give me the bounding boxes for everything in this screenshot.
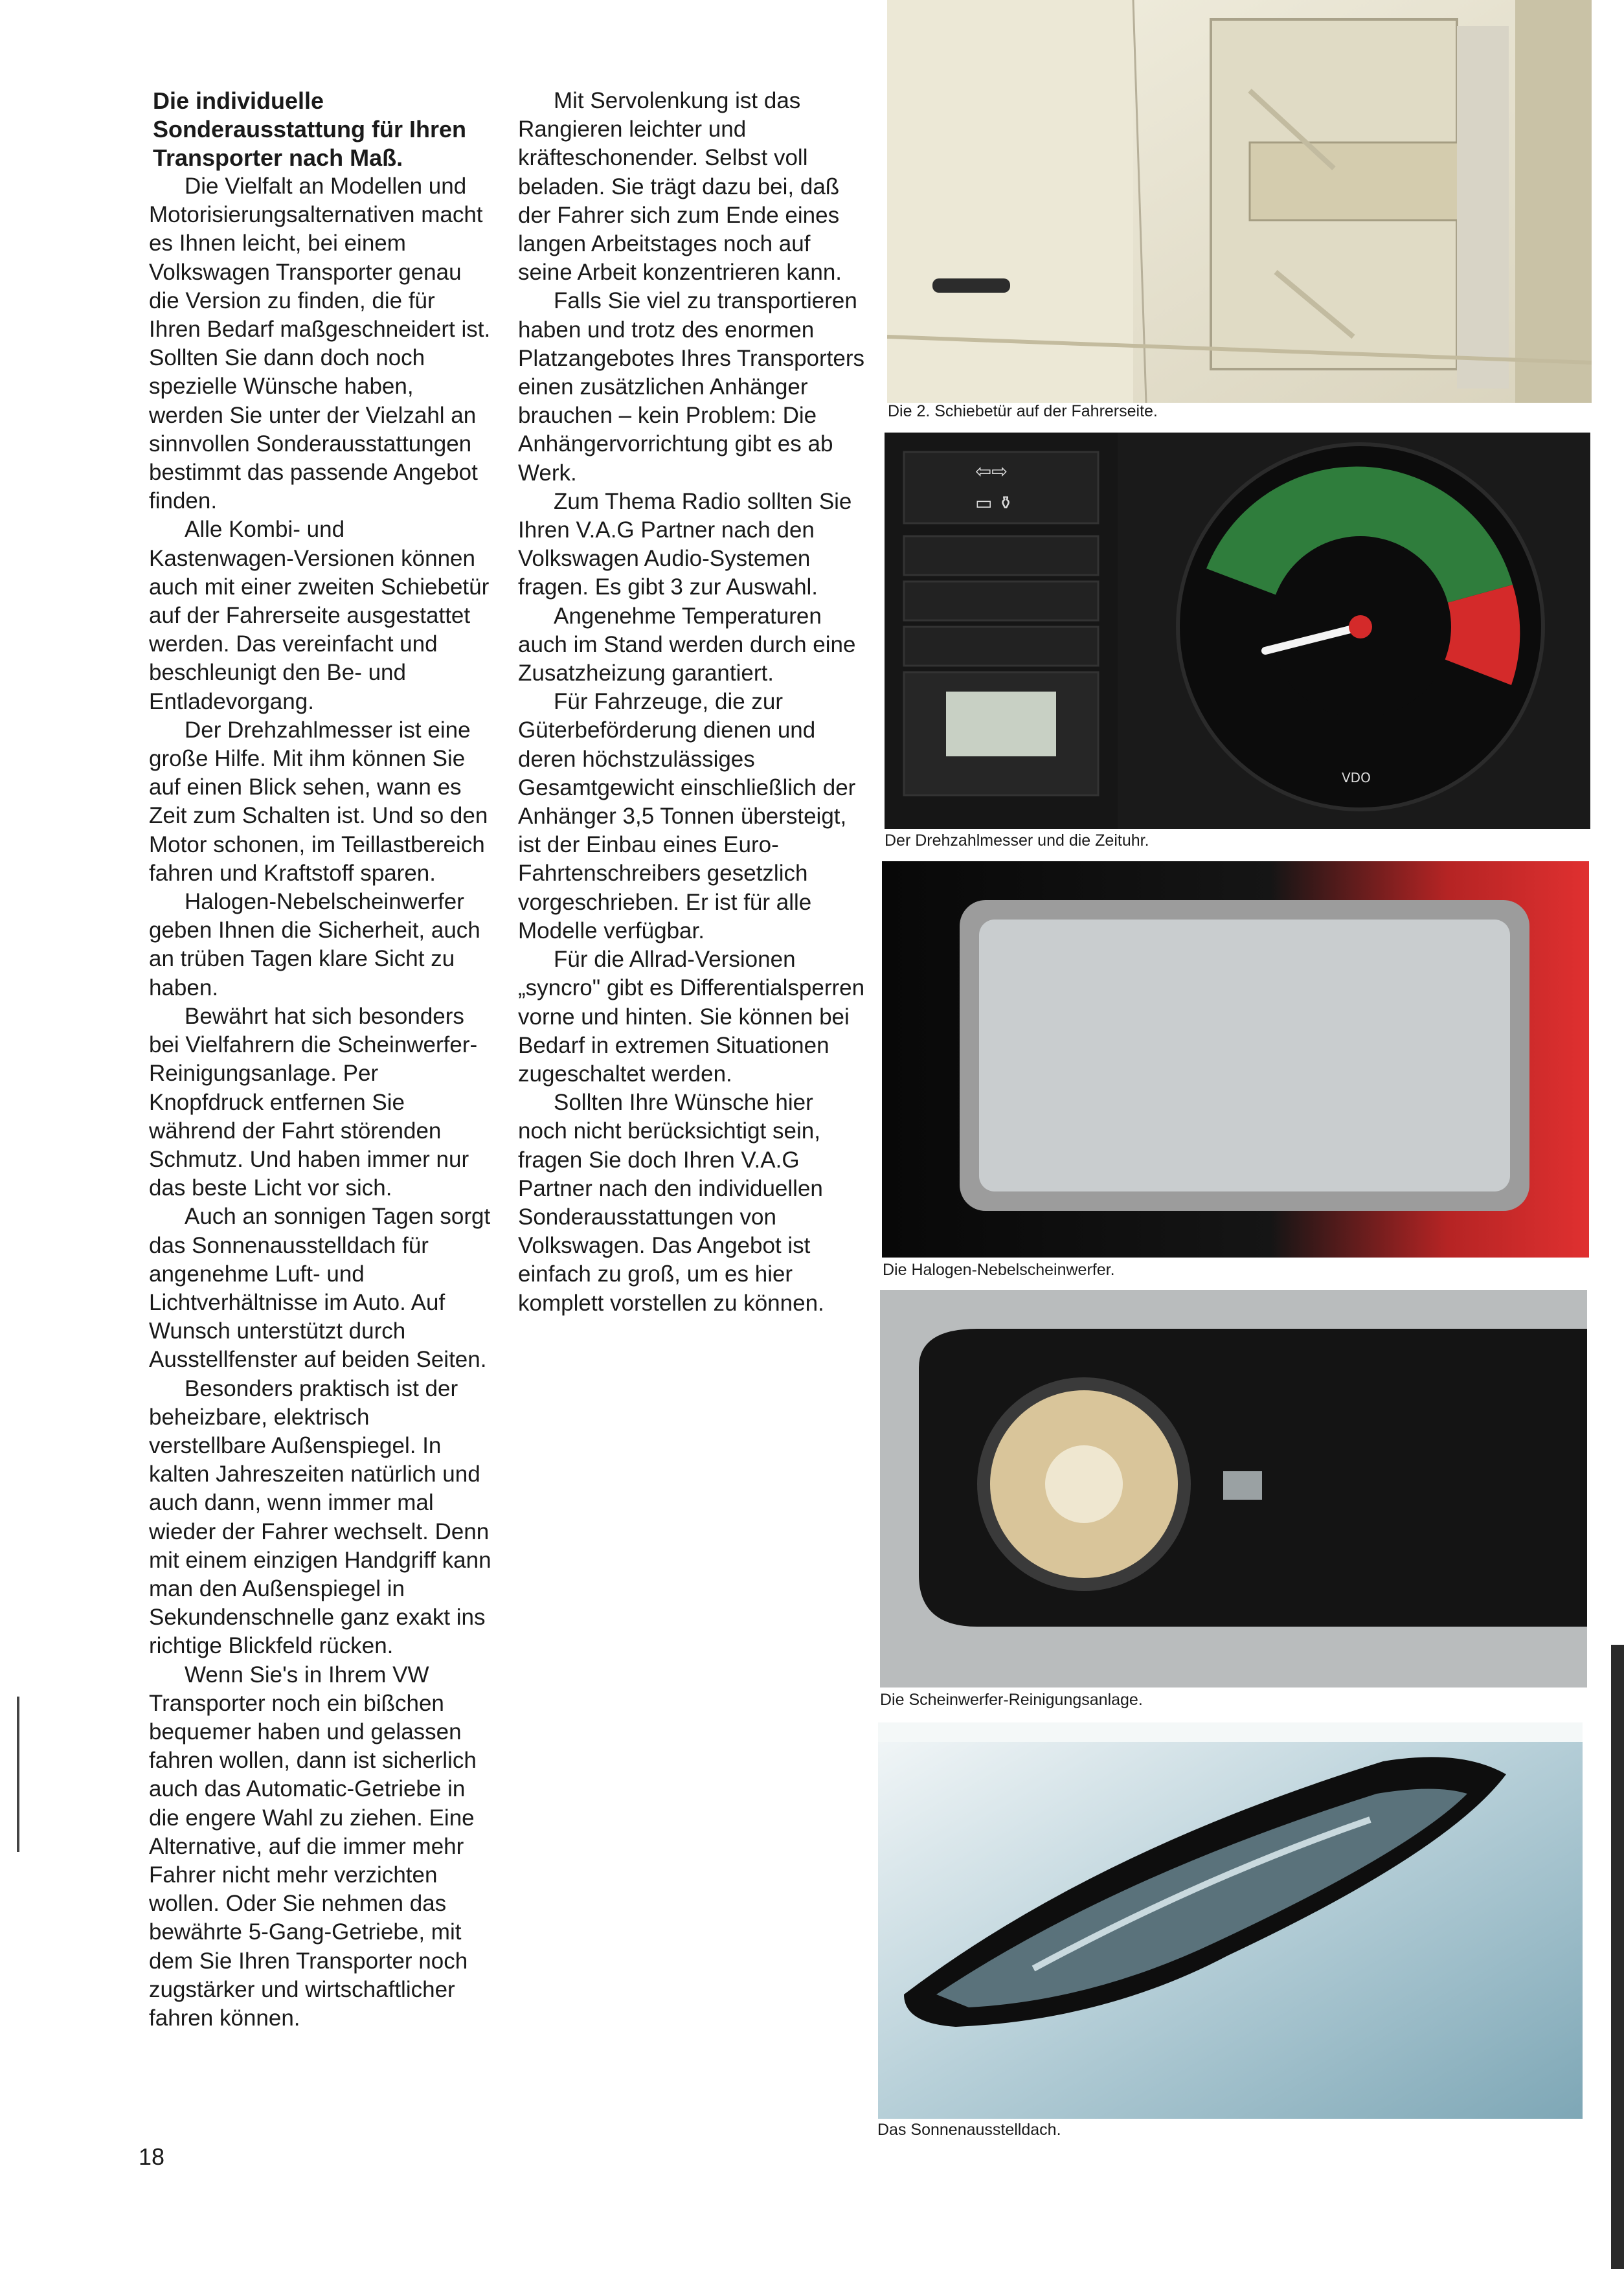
svg-text:▭ ⚱: ▭ ⚱ [975,492,1013,514]
paragraph: Sollten Ihre Wünsche hier noch nicht berücksichtigt sein, fragen Sie doch Ihren V.A.G Partner nach den individuellen Sonderausstattungen von Volkswagen. Das Angebot ist einfach zu groß, um es hier komplett vorstellen zu können. [518,1090,824,1316]
photo-caption: Die Halogen-Nebelscheinwerfer. [883,1261,1115,1279]
paragraph: Wenn Sie's in Ihrem VW Transporter noch ein bißchen bequemer haben und gelassen fahren wollen, dann ist sicherlich auch das Automatic-Getriebe in die engere Wahl zu ziehen. Eine Alternative, auf die immer mehr Fahrer nicht mehr verzichten wollen. Oder Sie nehmen das bewährte 5-Gang-Getriebe, mit dem Sie Ihren Transporter noch zugstärker und wirtschaftlicher fahren können. [149,1662,477,2031]
paragraph: Für Fahrzeuge, die zur Güterbeförderung dienen und deren höchstzulässiges Gesamtgewicht einschließlich der Anhänger 3,5 Tonnen übersteigt, ist der Einbau eines Euro-Fahrtenschreibers gesetzlich vorgeschrieben. Er ist für alle Modelle verfügbar. [518,689,856,943]
photo-caption: Die 2. Schiebetür auf der Fahrerseite. [888,402,1158,420]
paragraph: Besonders praktisch ist der beheizbare, elektrisch verstellbare Außenspiegel. In kalten Jahreszeiten natürlich und auch dann, wenn immer mal wieder der Fahrer wechselt. Denn mit einem einzigen Handgriff kann man den Außenspiegel in Sekundenschnelle ganz exakt ins richtige Blickfeld rücken. [149,1375,491,1659]
tachometer-photo [885,433,1590,829]
paragraph: Mit Servolenkung ist das Rangieren leichter und kräfteschonender. Selbst voll beladen. Sie trägt dazu bei, daß der Fahrer sich zum Ende eines langen Arbeitstages noch auf seine Arbeit konzentrieren kann. [518,88,842,286]
paragraph: Die Vielfalt an Modellen und Motorisierungsalternativen macht es Ihnen leicht, bei einem Volkswagen Transporter genau die Version zu finden, die für Ihren Bedarf maßgeschneidert ist. Sollten Sie dann doch noch spezielle Wünsche haben, werden Sie unter der Vielzahl an sinnvollen Sonderausstattungen bestimmt das passende Angebot finden. [149,174,491,514]
text-column-left [149,172,492,2033]
svg-text:⇦⇨: ⇦⇨ [975,460,1008,483]
paragraph: Alle Kombi- und Kastenwagen-Versionen können auch mit einer zweiten Schiebetür auf der Fahrerseite ausgestattet werden. Das vereinfacht und beschleunigt den Be- und Entladevorgang. [149,517,490,714]
binding-mark [17,1697,19,1852]
paragraph: Auch an sonnigen Tagen sorgt das Sonnenausstelldach für angenehme Luft- und Lichtverhältnisse im Auto. Auf Wunsch unterstützt durch Ausstellfenster auf beiden Seiten. [149,1204,491,1373]
paragraph: Bewährt hat sich besonders bei Vielfahrern die Scheinwerfer-Reinigungsanlage. Per Knopfdruck entfernen Sie während der Fahrt störenden Schmutz. Und haben immer nur das beste Licht vor sich. [149,1003,478,1201]
paragraph: Falls Sie viel zu transportieren haben und trotz des enormen Platzangebotes Ihres Transporters einen zusätzlichen Anhänger brauchen – kein Problem: Die Anhängervorrichtung gibt es ab Werk. [518,288,865,486]
headlight-washer-photo [880,1290,1587,1688]
section-heading: Die individuelle Sonderausstattung für Ihren Transporter nach Maß. [153,87,467,171]
sunroof-photo [878,1722,1583,2119]
text-column-middle [518,87,868,1318]
paragraph: Der Drehzahlmesser ist eine große Hilfe. Mit ihm können Sie auf einen Blick sehen, wann es Zeit zum Schalten ist. Und so den Motor schonen, im Teillastbereich fahren und Kraftstoff sparen. [149,717,488,886]
paragraph: Angenehme Temperaturen auch im Stand werden durch eine Zusatzheizung garantiert. [518,603,856,686]
page-edge-shadow [1611,1645,1624,2269]
paragraph: Halogen-Nebelscheinwerfer geben Ihnen die Sicherheit, auch an trüben Tagen klare Sicht zu haben. [149,889,480,1000]
photo-caption: Die Scheinwerfer-Reinigungsanlage. [880,1691,1143,1709]
fog-lamp-photo [882,861,1589,1258]
photo-caption: Das Sonnenausstelldach. [877,2121,1061,2139]
sliding-door-photo [887,0,1592,403]
paragraph: Zum Thema Radio sollten Sie Ihren V.A.G Partner nach den Volkswagen Audio-Systemen fragen. Es gibt 3 zur Auswahl. [518,488,852,600]
paragraph: Für die Allrad-Versionen „syncro" gibt es Differentialsperren vorne und hinten. Sie können bei Bedarf in extremen Situationen zugeschaltet werden. [518,947,865,1087]
photo-caption: Der Drehzahlmesser und die Zeituhr. [885,831,1149,850]
svg-text:VDO: VDO [1342,770,1371,785]
page-number: 18 [139,2143,165,2170]
